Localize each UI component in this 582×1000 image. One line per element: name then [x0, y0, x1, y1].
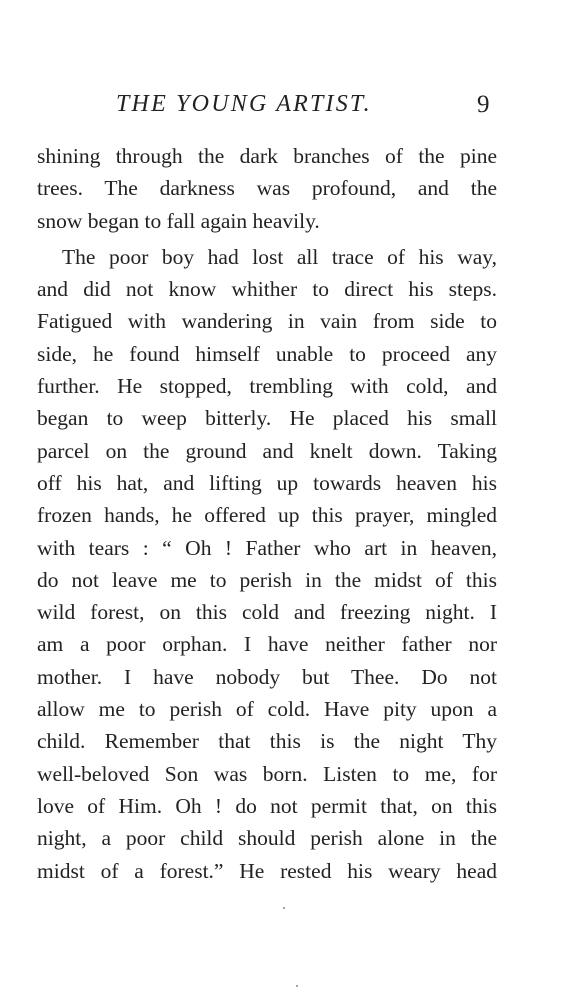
text-line: began to weep bitterly. He placed his small: [37, 406, 497, 431]
text-line: Fatigued with wandering in vain from side to: [37, 309, 497, 334]
text-line: love of Him. Oh ! do not permit that, on this: [37, 793, 497, 818]
text-line: side, he found himself unable to proceed any: [37, 341, 497, 366]
text-line: with tears : “ Oh ! Father who art in heaven,: [37, 535, 497, 560]
text-line: trees. The darkness was profound, and the: [37, 176, 497, 201]
text-line: off his hat, and lifting up towards heaven his: [37, 470, 497, 495]
text-line: do not leave me to perish in the midst of this: [37, 567, 497, 592]
text-line: night, a poor child should perish alone in the: [37, 826, 497, 851]
text-line: frozen hands, he offered up this prayer, mingled: [37, 503, 497, 528]
text-line: The poor boy had lost all trace of his way,: [62, 244, 497, 269]
running-head: [0, 91, 582, 131]
paragraph-1: [37, 140, 497, 237]
text-line: shining through the dark branches of the pine: [37, 144, 497, 168]
running-head-title: THE YOUNG ARTIST.: [116, 91, 372, 117]
text-line: am a poor orphan. I have neither father nor: [37, 632, 497, 657]
text-line: and did not know whither to direct his steps.: [37, 277, 497, 302]
paragraph-2: [37, 241, 497, 887]
body-text: [37, 140, 497, 887]
text-line: further. He stopped, trembling with cold, and: [37, 374, 497, 399]
paper-speck: [296, 985, 298, 987]
text-line: child. Remember that this is the night Thy: [37, 729, 497, 754]
text-line: wild forest, on this cold and freezing night. I: [37, 600, 497, 625]
text-line: mother. I have nobody but Thee. Do not: [37, 664, 497, 689]
paper-speck: [283, 907, 285, 909]
text-line: well-beloved Son was born. Listen to me, for: [37, 761, 497, 786]
text-line: snow began to fall again heavily.: [37, 208, 320, 233]
text-line: parcel on the ground and knelt down. Taking: [37, 438, 497, 463]
text-line: allow me to perish of cold. Have pity upon a: [37, 697, 497, 722]
page-number: 9: [477, 91, 490, 118]
text-line: midst of a forest.” He rested his weary head: [37, 858, 497, 883]
